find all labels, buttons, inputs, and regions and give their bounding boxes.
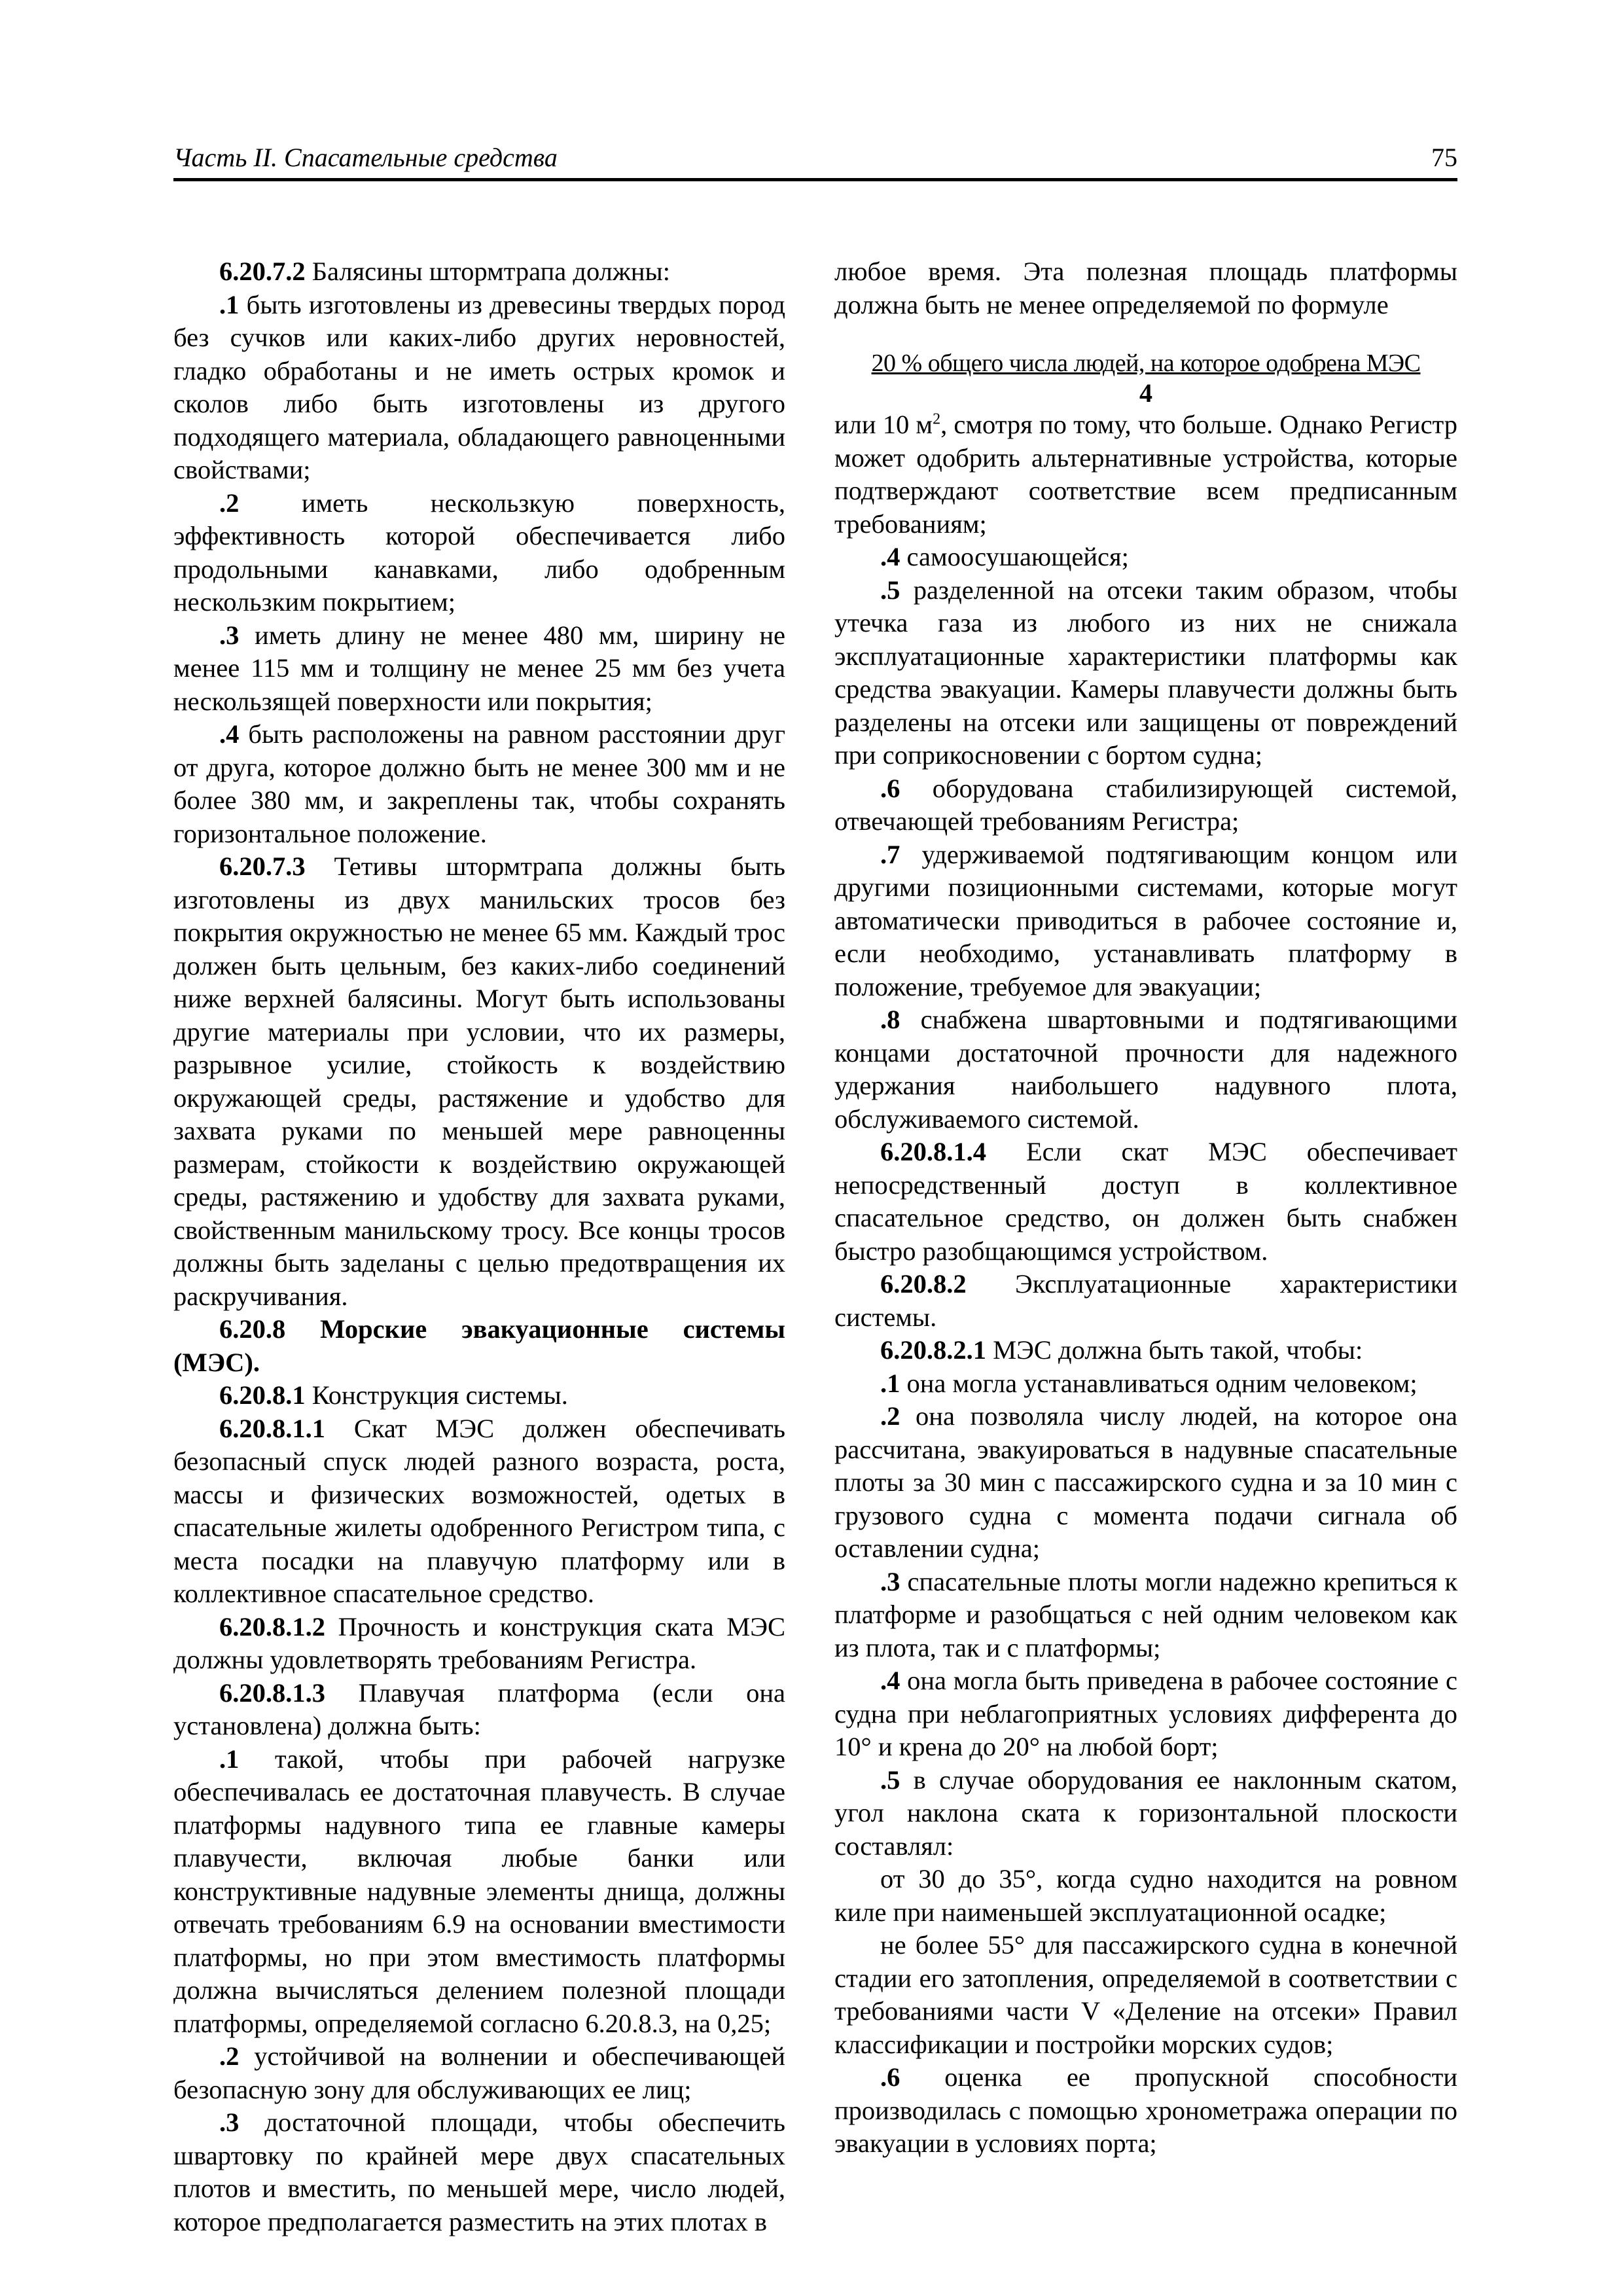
paragraph [173, 1677, 785, 1743]
paragraph [834, 1664, 1457, 1764]
paragraph [834, 838, 1457, 1004]
paragraph-text: оборудована стабилизирующей системой, отвечающей требованиям Регистра; [834, 773, 1457, 836]
item-number: .2 [219, 2041, 240, 2071]
paragraph-text: Плавучая платформа (если она установлена) должна быть: [173, 1677, 785, 1740]
paragraph-text: быть изготовлены из древесины твердых пород без сучков или каких-либо других неровностей, гладко обработаны и не иметь острых кромок и сколов либо быть изготовлены из другого подходящего материала, обладающего равноценными свойствами; [173, 289, 785, 484]
paragraph [173, 255, 785, 289]
paragraph-text: МЭС должна быть такой, чтобы: [986, 1335, 1363, 1365]
paragraph-text: она могла быть приведена в рабочее состояние с судна при неблагоприятных условиях дифферента до 10° и крена до 20° на любой борт; [834, 1666, 1457, 1761]
formula-numerator: 20 % общего числа людей, на которое одобрена МЭС [871, 350, 1421, 377]
paragraph-text: самоосушающейся; [900, 542, 1129, 571]
paragraph-text: она могла устанавливаться одним человеком; [900, 1368, 1418, 1398]
section-heading [173, 1313, 785, 1379]
paragraph-text: Скат МЭС должен обеспечивать безопасный спуск людей разного возраста, роста, массы и физических возможностей, одетых в спасательные жилеты одобренного Регистром типа, с места посадки на плавучую платформу или в коллективное спасательное средство. [173, 1413, 785, 1608]
paragraph [834, 1367, 1457, 1401]
paragraph [173, 289, 785, 487]
paragraph [834, 255, 1457, 321]
clause-number: 6.20.7.3 [219, 852, 306, 881]
item-number: .1 [880, 1368, 901, 1398]
item-number: .4 [219, 719, 240, 749]
item-number: .7 [880, 839, 901, 869]
paragraph [173, 1611, 785, 1677]
item-number: .3 [219, 620, 240, 650]
paragraph-text: удерживаемой подтягивающим концом или другими позиционными системами, которые могут автоматически приводиться в рабочее состояние и, если необходимо, устанавливать платформу в положение, требуемое для эвакуации; [834, 839, 1457, 1001]
clause-number: 6.20.8.2.1 [880, 1335, 986, 1365]
section-heading-text: 6.20.8 Морские эвакуационные системы (МЭС). [173, 1314, 785, 1377]
paragraph-text: достаточной площади, чтобы обеспечить швартовку по крайней мере двух спасательных плотов и вместить, по меньшей мере, число людей, которое предполагается разместить на этих плотах в [173, 2108, 785, 2236]
paragraph [173, 1412, 785, 1611]
paragraph-text: в случае оборудования ее наклонным скатом, угол наклона ската к горизонтальной плоскости составлял: [834, 1765, 1457, 1861]
clause-number: 6.20.8.1.3 [219, 1677, 325, 1708]
item-number: .2 [219, 488, 240, 518]
paragraph-text: Конструкция системы. [305, 1380, 568, 1410]
paragraph [834, 1863, 1457, 1929]
paragraph [834, 1764, 1457, 1863]
running-header-title: Часть II. Спасательные средства [173, 143, 558, 172]
paragraph [834, 1400, 1457, 1566]
paragraph-text: Если скат МЭС обеспечивает непосредственный доступ в коллективное спасательное средство, он должен быть снабжен быстро разобщающимся устройством. [834, 1137, 1457, 1266]
paragraph-text: такой, чтобы при рабочей нагрузке обеспечивалась ее достаточная плавучесть. В случае платформы надувного типа ее главные камеры плавучести, включая любые банки или конструктивные надувные элементы днища, должны отвечать требованиям 6.9 на основании вместимости платформы, но при этом вместимость платформы должна вычисляться делением полезной площади платформы, определяемой согласно 6.20.8.3, на 0,25; [173, 1744, 785, 2038]
item-number: .2 [880, 1401, 901, 1431]
item-number: .4 [880, 1666, 901, 1695]
paragraph-text: оценка ее пропускной способности производилась с помощью хронометража операции по эвакуации в условиях порта; [834, 2062, 1457, 2158]
clause-number: 6.20.8.1.1 [219, 1413, 325, 1443]
paragraph-text: иметь нескользкую поверхность, эффективность которой обеспечивается либо продольными канавками, либо одобренным нескользким покрытием; [173, 488, 785, 617]
item-number: .6 [880, 2062, 901, 2092]
paragraph-text: Эксплуатационные характеристики системы. [834, 1269, 1457, 1332]
paragraph [834, 772, 1457, 838]
item-number: .5 [880, 575, 901, 605]
item-number: .1 [219, 1744, 240, 1774]
paragraph-text: не более 55° для пассажирского судна в конечной стадии его затопления, определяемой в соответствии с требованиями части V «Деление на отсеки» Правил классификации и постройки морских судов; [834, 1930, 1457, 2059]
item-number: .3 [880, 1566, 901, 1596]
paragraph [173, 2106, 785, 2238]
item-number: .6 [880, 773, 901, 803]
paragraph [834, 574, 1457, 772]
paragraph-text: , смотря по тому, что больше. Однако Регистр может одобрить альтернативные устройства, которые подтверждают соответствие всем предписанным требованиям; [834, 410, 1457, 539]
paragraph-text: Балясины штормтрапа должны: [305, 257, 671, 286]
paragraph-text: Тетивы штормтрапа должны быть изготовлены из двух манильских тросов без покрытия окружностью не менее 65 мм. Каждый трос должен быть цельным, без каких-либо соединений ниже верхней балясины. Могут быть использованы другие материалы при условии, что их размеры, разрывное усилие, стойкость к воздействию окружающей среды, растяжение и удобство для захвата руками по меньшей мере равноценны размерам, стойкости к воздействию окружающей среды, растяжению и удобству для захвата руками, свойственным манильскому тросу. Все концы тросов должны быть заделаны с целью предотвращения их раскручивания. [173, 852, 785, 1311]
clause-number: 6.20.7.2 [219, 257, 306, 286]
paragraph [834, 541, 1457, 574]
paragraph-text: любое время. Эта полезная площадь платформы должна быть не менее определяемой по формуле [834, 257, 1457, 319]
left-column [173, 255, 785, 2238]
item-number: .5 [880, 1765, 901, 1795]
paragraph-text: устойчивой на волнении и обеспечивающей безопасную зону для обслуживающих ее лиц; [173, 2041, 785, 2104]
superscript: 2 [933, 410, 941, 428]
item-number: .8 [880, 1005, 901, 1034]
paragraph-text: от 30 до 35°, когда судно находится на ровном киле при наименьшей эксплуатационной осадке; [834, 1864, 1457, 1927]
item-number: .4 [880, 542, 901, 571]
paragraph-text: снабжена швартовными и подтягивающими концами достаточной прочности для надежного удержания наибольшего надувного плота, обслуживаемого системой. [834, 1005, 1457, 1134]
clause-number: 6.20.8.1.4 [880, 1137, 986, 1166]
paragraph-text: или 10 м [834, 410, 933, 439]
header-divider [173, 178, 1457, 181]
paragraph-text: разделенной на отсеки таким образом, чтобы утечка газа из любого из них не снижала эксплуатационные характеристики платформы как средства эвакуации. Камеры плавучести должны быть разделены на отсеки или защищены от повреждений при соприкосновении с бортом судна; [834, 575, 1457, 770]
running-header [173, 145, 1457, 178]
paragraph-text: быть расположены на равном расстоянии друг от друга, которое должно быть не менее 300 мм и не более 380 мм, и закреплены так, чтобы сохранять горизонтальное положение. [173, 719, 785, 848]
paragraph [173, 1743, 785, 2041]
paragraph [834, 1334, 1457, 1367]
paragraph [173, 2040, 785, 2106]
formula-denominator: 4 [1139, 378, 1152, 408]
paragraph [173, 1379, 785, 1412]
paragraph [834, 1929, 1457, 2061]
paragraph [173, 487, 785, 619]
paragraph [834, 1003, 1457, 1136]
paragraph [834, 2061, 1457, 2161]
paragraph [173, 850, 785, 1313]
paragraph-text: иметь длину не менее 480 мм, ширину не менее 115 мм и толщину не менее 25 мм без учета нескользящей поверхности или покрытия; [173, 620, 785, 716]
paragraph-text: спасательные плоты могли надежно крепиться к платформе и разобщаться с ней одним человеком как из плота, так и с платформы; [834, 1566, 1457, 1662]
paragraph [173, 718, 785, 850]
paragraph [173, 619, 785, 719]
formula [834, 348, 1457, 408]
paragraph [834, 1566, 1457, 1665]
item-number: .3 [219, 2108, 240, 2137]
clause-number: 6.20.8.1.2 [219, 1611, 325, 1641]
clause-number: 6.20.8.1 [219, 1380, 306, 1410]
item-number: .1 [219, 289, 240, 319]
paragraph [834, 408, 1457, 541]
paragraph-text: Прочность и конструкция ската МЭС должны удовлетворять требованиям Регистра. [173, 1611, 785, 1674]
paragraph [834, 1136, 1457, 1268]
paragraph-text: она позволяла числу людей, на которое она рассчитана, эвакуироваться в надувные спасательные плоты за 30 мин с пассажирского судна и за 10 мин с грузового судна с момента подачи сигнала об оставлении судна; [834, 1401, 1457, 1563]
right-column [834, 255, 1457, 2161]
page-number: 75 [1431, 143, 1457, 172]
clause-number: 6.20.8.2 [880, 1269, 967, 1299]
paragraph [834, 1268, 1457, 1334]
